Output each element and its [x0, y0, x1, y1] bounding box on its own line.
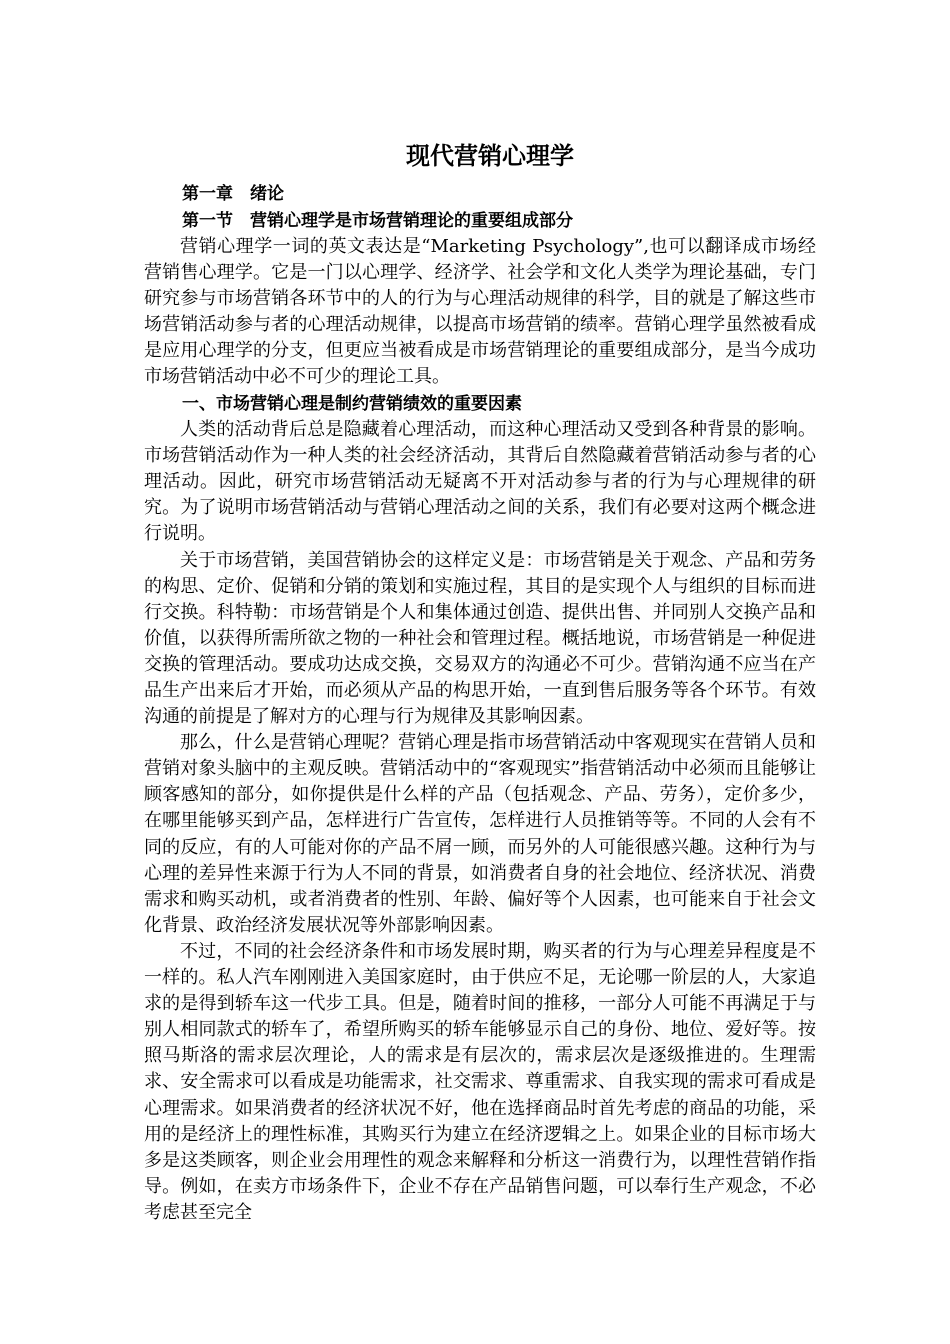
paragraph: 那么，什么是营销心理呢？营销心理是指市场营销活动中客观现实在营销人员和营销对象头脑中的主观反映。营销活动中的“客观现实”指营销活动中必须而且能够让顾客感知的部分，如你提供是什么样的产品（包括观念、产品、劳务），定价多少，在哪里能够买到产品，怎样进行广告宣传，怎样进行人员推销等等。不同的人会有不同的反应，有的人可能对你的产品不屑一顾，而另外的人可能很感兴趣。这种行为与心理的差异性来源于行为人不同的背景，如消费者自身的社会地位、经济状况、消费需求和购买动机，或者消费者的性别、年龄、偏好等个人因素，也可能来自于社会文化背景、政治经济发展状况等外部影响因素。 — [144, 732, 816, 936]
paragraph: 关于市场营销，美国营销协会的这样定义是：市场营销是关于观念、产品和劳务的构思、定价、促销和分销的策划和实施过程，其目的是实现个人与组织的目标而进行交换。科特勒：市场营销是个人和集体通过创造、提供出售、并同别人交换产品和价值，以获得所需所欲之物的一种社会和管理过程。概括地说，市场营销是一种促进交换的管理活动。要成功达成交换，交易双方的沟通必不可少。营销沟通不应当在产品生产出来后才开始，而必须从产品的构思开始，一直到售后服务等各个环节。有效沟通的前提是了解对方的心理与行为规律及其影响因素。 — [144, 549, 816, 728]
document-body — [144, 140, 816, 1226]
paragraph: 不过，不同的社会经济条件和市场发展时期，购买者的行为与心理差异程度是不一样的。私人汽车刚刚进入美国家庭时，由于供应不足，无论哪一阶层的人，大家追求的是得到轿车这一代步工具。但是，随着时间的推移，一部分人可能不再满足于与别人相同款式的轿车了，希望所购买的轿车能够显示自己的身份、地位、爱好等。按照马斯洛的需求层次理论，人的需求是有层次的，需求层次是逐级推进的。生理需求、安全需求可以看成是功能需求，社交需求、尊重需求、自我实现的需求可看成是心理需求。如果消费者的经济状况不好，他在选择商品时首先考虑的商品的功能，采用的是经济上的理性标准，其购买行为建立在经济逻辑之上。如果企业的目标市场大多是这类顾客，则企业会用理性的观念来解释和分析这一消费行为，以理性营销作指导。例如，在卖方市场条件下，企业不存在产品销售问题，可以奉行生产观念，不必考虑甚至完全 — [144, 940, 816, 1223]
paragraph: 人类的活动背后总是隐藏着心理活动，而这种心理活动又受到各种背景的影响。市场营销活动作为一种人类的社会经济活动，其背后自然隐藏着营销活动参与者的心理活动。因此，研究市场营销活动无疑离不开对活动参与者的行为与心理规律的研究。为了说明市场营销活动与营销心理活动之间的关系，我们有必要对这两个概念进行说明。 — [144, 419, 816, 545]
section-heading: 第一节 营销心理学是市场营销理论的重要组成部分 — [182, 210, 573, 231]
chapter-heading: 第一章 绪论 — [182, 184, 284, 204]
document-title: 现代营销心理学 — [406, 142, 574, 170]
subsection-heading: 一、市场营销心理是制约营销绩效的重要因素 — [182, 393, 522, 414]
paragraph: 营销心理学一词的英文表达是“Marketing Psychology”,也可以翻译成市场经营销售心理学。它是一门以心理学、经济学、社会学和文化人类学为理论基础，专门研究参与市场营销各环节中的人的行为与心理活动规律的科学，目的就是了解这些市场营销活动参与者的心理活动规律，以提高市场营销的绩率。营销心理学虽然被看成是应用心理学的分支，但更应当被看成是市场营销理论的重要组成部分，是当今成功市场营销活动中必不可少的理论工具。 — [144, 236, 816, 388]
